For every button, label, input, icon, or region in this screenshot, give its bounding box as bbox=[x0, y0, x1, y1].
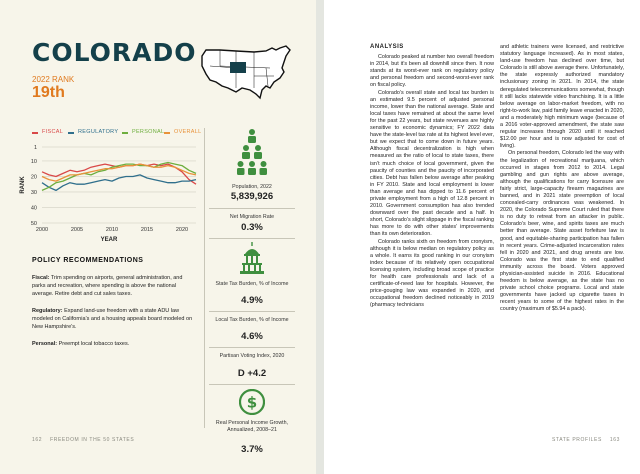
y-tick-label: 40 bbox=[30, 205, 37, 212]
x-axis-label: YEAR bbox=[100, 237, 118, 243]
legend-personal: PERSONAL bbox=[132, 129, 165, 135]
policy-title: POLICY RECOMMENDATIONS bbox=[32, 257, 144, 264]
partisan-index-label: Partisan Voting Index, 2020 bbox=[219, 353, 285, 359]
local-tax-value: 4.6% bbox=[241, 331, 263, 342]
legend-swatch-regulatory bbox=[68, 132, 74, 134]
analysis-paragraph: Colorado ranks sixth on freedom from cronyism, although it is below median on regulatory policy as a whole. It earns its good ranking in our cronyism index because of its relatively open occupational licensing system, including broad scope of practice for health care professionals and lack of a certificate-of-need law for hospitals. However, the price-gouging law was expanded in 2020, and occupational freedom declined noticeably in 2019 (pharmacy technicians bbox=[370, 238, 494, 309]
rank-label: 2022 RANK bbox=[32, 75, 75, 84]
y-tick-label: 30 bbox=[30, 189, 37, 196]
analysis-paragraph: On personal freedom, Colorado led the way with the legalization of recreational marijuana, which occurred in stages from 2012 to 2014. Legal gambling and gun rights are above average, although the qualifications for carry licensure are fairly strict, large-capacity firearm magazines are banned, and in 2021 state preemption of local concealed-carry ordinances was weakened. In 2020, the Colorado Supreme Court ruled that there is no duty to retreat from an attacker in public. Colorado’s beer, wine, and spirits taxes are much better than average. State asset forfeiture law is good, and equitable-sharing participation has fallen in recent years. Crime-adjusted incarceration rates fell in 2020 and 2021, and drug arrests are low. Colorado was the first state to end qualified immunity across the board. Voters approved physician-assisted suicide in 2016. Educational freedom is below average, as the state has no private school choice programs. Local and state governments have jacked up cigarette taxes in recent years to some of the highest rates in the country (maximum of $5.94 a pack). bbox=[500, 150, 624, 313]
stat-rule bbox=[209, 238, 295, 239]
x-tick-label: 2010 bbox=[105, 227, 119, 233]
partisan-index-value: D +4.2 bbox=[237, 368, 267, 379]
policy-personal-label: Personal: bbox=[32, 341, 58, 347]
legend-fiscal: FISCAL bbox=[42, 129, 64, 135]
state-tax-value: 4.9% bbox=[241, 295, 263, 306]
left-page bbox=[0, 0, 316, 474]
policy-regulatory-text: Expand land-use freedom with a state ADU law modeled on California’s and a housing appeals board modeled on New Hampshire’s. bbox=[32, 308, 193, 330]
page-gutter bbox=[316, 0, 324, 474]
rank-value: 19th bbox=[32, 84, 65, 101]
analysis-heading: ANALYSIS bbox=[370, 44, 404, 50]
x-tick-label: 2005 bbox=[70, 227, 84, 233]
legend-swatch-personal bbox=[122, 132, 128, 134]
legend-swatch-overall bbox=[164, 132, 170, 134]
stat-rule bbox=[209, 384, 295, 385]
footer-right bbox=[552, 437, 620, 443]
policy-regulatory bbox=[32, 307, 197, 331]
page-number-right: 163 bbox=[609, 437, 620, 443]
policy-personal bbox=[32, 340, 197, 348]
right-page bbox=[324, 0, 640, 474]
footer-left bbox=[32, 437, 134, 443]
legend-overall: OVERALL bbox=[174, 129, 202, 135]
state-tax-label: State Tax Burden, % of Income bbox=[215, 281, 289, 287]
people-pyramid-icon bbox=[237, 128, 267, 176]
net-migration-label: Net Migration Rate bbox=[229, 214, 275, 220]
income-growth-value: 3.7% bbox=[241, 444, 263, 455]
policy-fiscal bbox=[32, 274, 197, 298]
stat-rule bbox=[209, 208, 295, 209]
income-growth-label: Real Personal Income Growth, Annualized, 2008–21 bbox=[215, 420, 289, 433]
analysis-paragraph: Colorado peaked at number two overall freedom in 2014, but it’s been all downhill since then. It now stands at its worst-ever rank on regulatory policy and personal freedom and second-worst-ever rank on fiscal policy. bbox=[370, 54, 494, 89]
policy-regulatory-label: Regulatory: bbox=[32, 308, 63, 314]
us-map-icon bbox=[196, 42, 294, 104]
y-tick-label: 20 bbox=[30, 174, 37, 181]
book-title: FREEDOM IN THE 50 STATES bbox=[50, 437, 135, 443]
analysis-column-1 bbox=[370, 44, 494, 309]
x-tick-label: 2000 bbox=[35, 227, 49, 233]
legend-swatch-fiscal bbox=[32, 132, 38, 134]
policy-fiscal-label: Fiscal: bbox=[32, 275, 50, 281]
y-tick-label: 1 bbox=[33, 145, 37, 151]
analysis-paragraph: Colorado’s overall state and local tax burden is an estimated 9.5 percent of adjusted personal income, lower than the national average. State and local taxes have remained at about the same level for the past 22 years, but state revenues are highly sensitive to economic dynamics; FY 2022 data have the state-level tax rate at its highest level ever, but we expect that to come down in future years. Although fiscal decentralization is high when measured as the ratio of local to state taxes, there isn’t much choice of local government, given the paucity of counties and the paucity of incorporated cities. Debt has fallen below average after peaking in FY 2010. State and local employment is lower than average and has dipped to 11.6 percent of private employment from a high of 12.8 percent in 2010. Government consumption has also trended downward over the past decade and a half. In short, Colorado’s slight slippage in the fiscal ranking has more to do with other states’ improvements than its own deterioration. bbox=[370, 89, 494, 238]
x-tick-label: 2020 bbox=[175, 227, 189, 233]
stat-rule bbox=[209, 347, 295, 348]
capitol-building-icon bbox=[239, 242, 265, 274]
stat-rule bbox=[209, 311, 295, 312]
state-title: COLORADO bbox=[32, 38, 197, 67]
x-tick-label: 2015 bbox=[140, 227, 154, 233]
y-tick-label: 50 bbox=[30, 221, 37, 227]
population-value: 5,839,926 bbox=[230, 191, 274, 202]
legend-regulatory: REGULATORY bbox=[78, 129, 119, 135]
population-label: Population, 2022 bbox=[232, 184, 272, 190]
policy-fiscal-text: Trim spending on airports, general administration, and parks and recreation, where spending is above the national average. Retire debt and cut sales taxes. bbox=[32, 275, 183, 297]
analysis-paragraph: and athletic trainers were licensed, and restrictive statutory language increased). As in most states, land-use freedom has declined over time, but Colorado is still above average there. Unfortunately, the state expressly authorized mandatory inclusionary zoning in 2021. In 2014, the state deregulated telecommunications somewhat, though it still lacks statewide video franchising. It is a little below average on labor-market freedom, with no right-to-work law, paid family leave enacted in 2020, and a moderately high minimum wage (because of a 2016 voter-approved amendment, the state saw regular increases through 2020 until it reached $12.00 per hour and is now adjusted for cost of living). bbox=[500, 44, 624, 150]
section-title: STATE PROFILES bbox=[551, 437, 602, 443]
svg-text:$: $ bbox=[246, 393, 258, 412]
policy-personal-text: Preempt local tobacco taxes. bbox=[57, 341, 130, 347]
net-migration-value: 0.3% bbox=[241, 222, 263, 233]
local-tax-label: Local Tax Burden, % of Income bbox=[215, 317, 289, 323]
rank-line-chart bbox=[18, 143, 200, 245]
y-axis-label: RANK bbox=[20, 176, 26, 194]
chart-legend bbox=[32, 129, 200, 141]
analysis-column-2 bbox=[500, 44, 624, 314]
page-number-left: 162 bbox=[32, 437, 43, 443]
dollar-circle-icon bbox=[239, 389, 265, 415]
y-tick-label: 10 bbox=[30, 158, 37, 165]
stats-divider bbox=[204, 128, 205, 428]
